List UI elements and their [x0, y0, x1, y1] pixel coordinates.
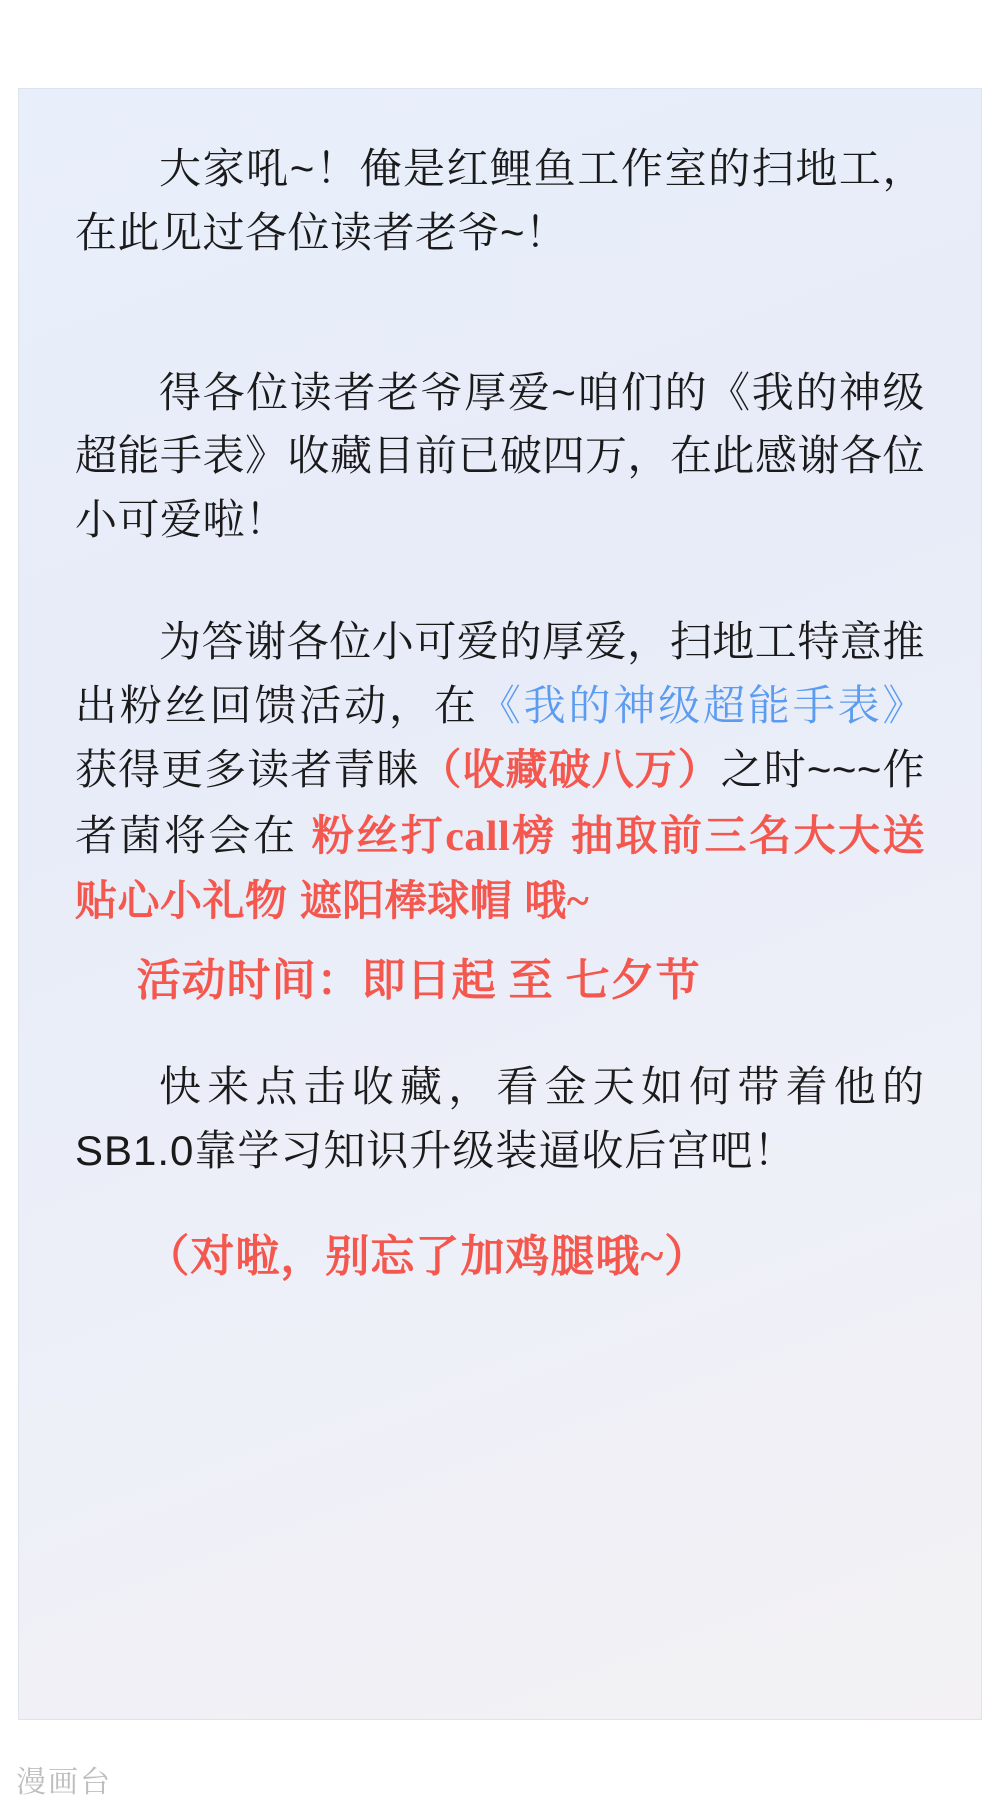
activity-text-part3: 之时~~~作者菌将会在	[75, 745, 925, 859]
site-watermark: 漫画台	[16, 1766, 112, 1799]
footnote-line: （对啦，别忘了加鸡腿哦~）	[145, 1232, 710, 1282]
activity-paragraph	[75, 610, 925, 935]
activity-text-part1: 为答谢各位小可爱的厚爱，扫地工特意推出粉丝回馈活动，在	[75, 618, 925, 729]
fan-rank-highlight: 粉丝打call榜	[311, 813, 557, 860]
activity-text-part2: 获得更多读者青睐	[75, 745, 420, 793]
item-highlight: 遮阳棒球帽	[299, 879, 513, 926]
gift-highlight: 贴心小礼物	[75, 879, 288, 926]
prize-draw-highlight: 抽取前三名大大送	[570, 813, 926, 860]
call-to-action-paragraph: 快来点击收藏，看金天如何带着他的SB1.0靠学习知识升级装逼收后宫吧！	[75, 1063, 925, 1175]
author-notice-card	[18, 88, 982, 1720]
highlight-tail: 哦~	[524, 879, 590, 926]
thanks-paragraph: 得各位读者老爷厚爱~咱们的《我的神级超能手表》收藏目前已破四万，在此感谢各位小可爱啦！	[75, 368, 926, 544]
greeting-paragraph: 大家吼~！俺是红鲤鱼工作室的扫地工，在此见过各位读者老爷~！	[75, 145, 925, 256]
work-title-link[interactable]: 《我的神级超能手表》	[478, 681, 925, 729]
collect-goal-highlight: （收藏破八万）	[419, 747, 721, 794]
activity-time-line: 活动时间：即日起 至 七夕节	[136, 956, 701, 1006]
